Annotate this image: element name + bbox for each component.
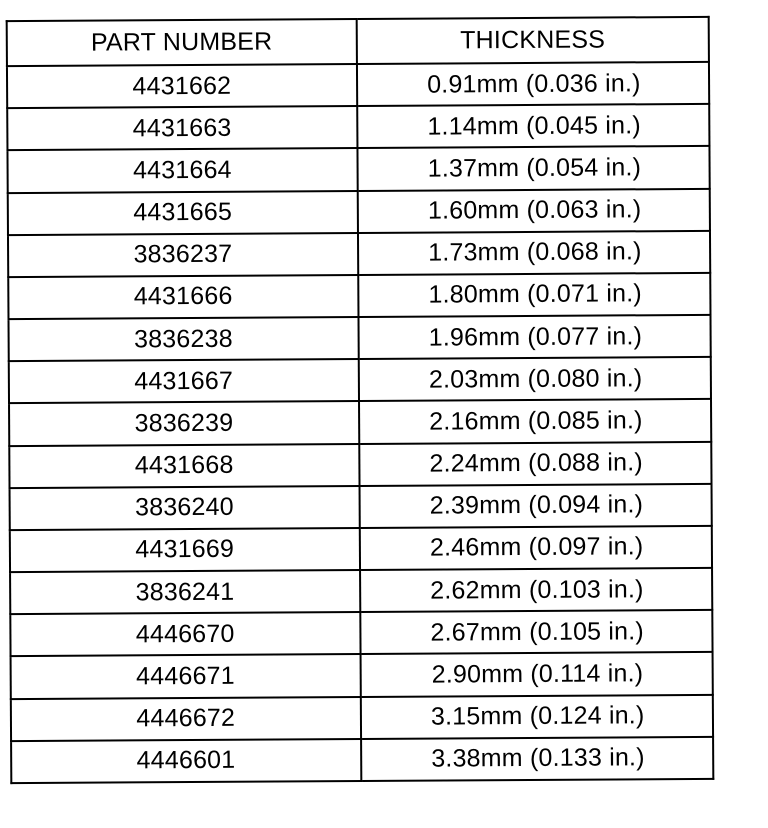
table-row <box>9 357 711 403</box>
part-number-cell: 3836241 <box>10 570 360 614</box>
part-number-cell: 4431667 <box>9 359 359 403</box>
part-number-cell: 4431665 <box>8 191 358 235</box>
header-row <box>7 17 709 66</box>
table-row <box>11 737 713 784</box>
part-number-cell: 3836239 <box>9 401 359 445</box>
table-body <box>7 62 713 783</box>
part-number-cell: 4431662 <box>7 64 357 108</box>
part-number-cell: 4431668 <box>9 444 359 488</box>
thickness-cell: 1.80mm (0.071 in.) <box>358 273 711 317</box>
thickness-cell: 3.38mm (0.133 in.) <box>361 737 714 781</box>
table-row <box>8 273 710 319</box>
table-row <box>10 568 712 614</box>
part-number-cell: 3836237 <box>8 233 358 277</box>
column-header-part-number: PART NUMBER <box>7 19 357 66</box>
part-number-cell: 3836240 <box>10 486 360 530</box>
thickness-cell: 2.24mm (0.088 in.) <box>359 441 712 485</box>
thickness-cell: 2.16mm (0.085 in.) <box>359 399 712 443</box>
table-row <box>7 146 709 192</box>
thickness-cell: 2.62mm (0.103 in.) <box>360 568 713 612</box>
table-row <box>9 399 711 445</box>
table-row <box>10 484 712 530</box>
table-row <box>8 315 710 361</box>
thickness-cell: 1.60mm (0.063 in.) <box>357 188 710 232</box>
shim-thickness-table <box>6 16 715 784</box>
thickness-cell: 1.37mm (0.054 in.) <box>357 146 710 190</box>
part-number-cell: 4446670 <box>10 612 360 656</box>
thickness-cell: 2.03mm (0.080 in.) <box>358 357 711 401</box>
part-number-cell: 3836238 <box>8 317 358 361</box>
part-number-cell: 4431663 <box>7 106 357 150</box>
part-number-cell: 4431669 <box>10 528 360 572</box>
table-row <box>8 231 710 277</box>
table-header <box>7 17 709 66</box>
column-header-thickness: THICKNESS <box>356 17 709 64</box>
thickness-cell: 2.46mm (0.097 in.) <box>359 526 712 570</box>
table-row <box>7 104 709 150</box>
part-number-cell: 4446672 <box>11 697 361 741</box>
part-number-cell: 4446671 <box>11 654 361 698</box>
thickness-cell: 2.90mm (0.114 in.) <box>360 652 713 696</box>
table-row <box>11 694 713 740</box>
thickness-cell: 0.91mm (0.036 in.) <box>357 62 710 106</box>
thickness-cell: 1.14mm (0.045 in.) <box>357 104 710 148</box>
parts-table-container <box>8 18 712 782</box>
thickness-cell: 3.15mm (0.124 in.) <box>360 694 713 738</box>
thickness-cell: 2.39mm (0.094 in.) <box>359 484 712 528</box>
table-row <box>10 610 712 656</box>
part-number-cell: 4431666 <box>8 275 358 319</box>
table-row <box>11 652 713 698</box>
table-row <box>8 188 710 234</box>
table-row <box>10 526 712 572</box>
table-row <box>9 441 711 487</box>
part-number-cell: 4431664 <box>7 148 357 192</box>
thickness-cell: 1.73mm (0.068 in.) <box>358 231 711 275</box>
part-number-cell: 4446601 <box>11 739 361 783</box>
thickness-cell: 1.96mm (0.077 in.) <box>358 315 711 359</box>
thickness-cell: 2.67mm (0.105 in.) <box>360 610 713 654</box>
table-row <box>7 62 709 108</box>
